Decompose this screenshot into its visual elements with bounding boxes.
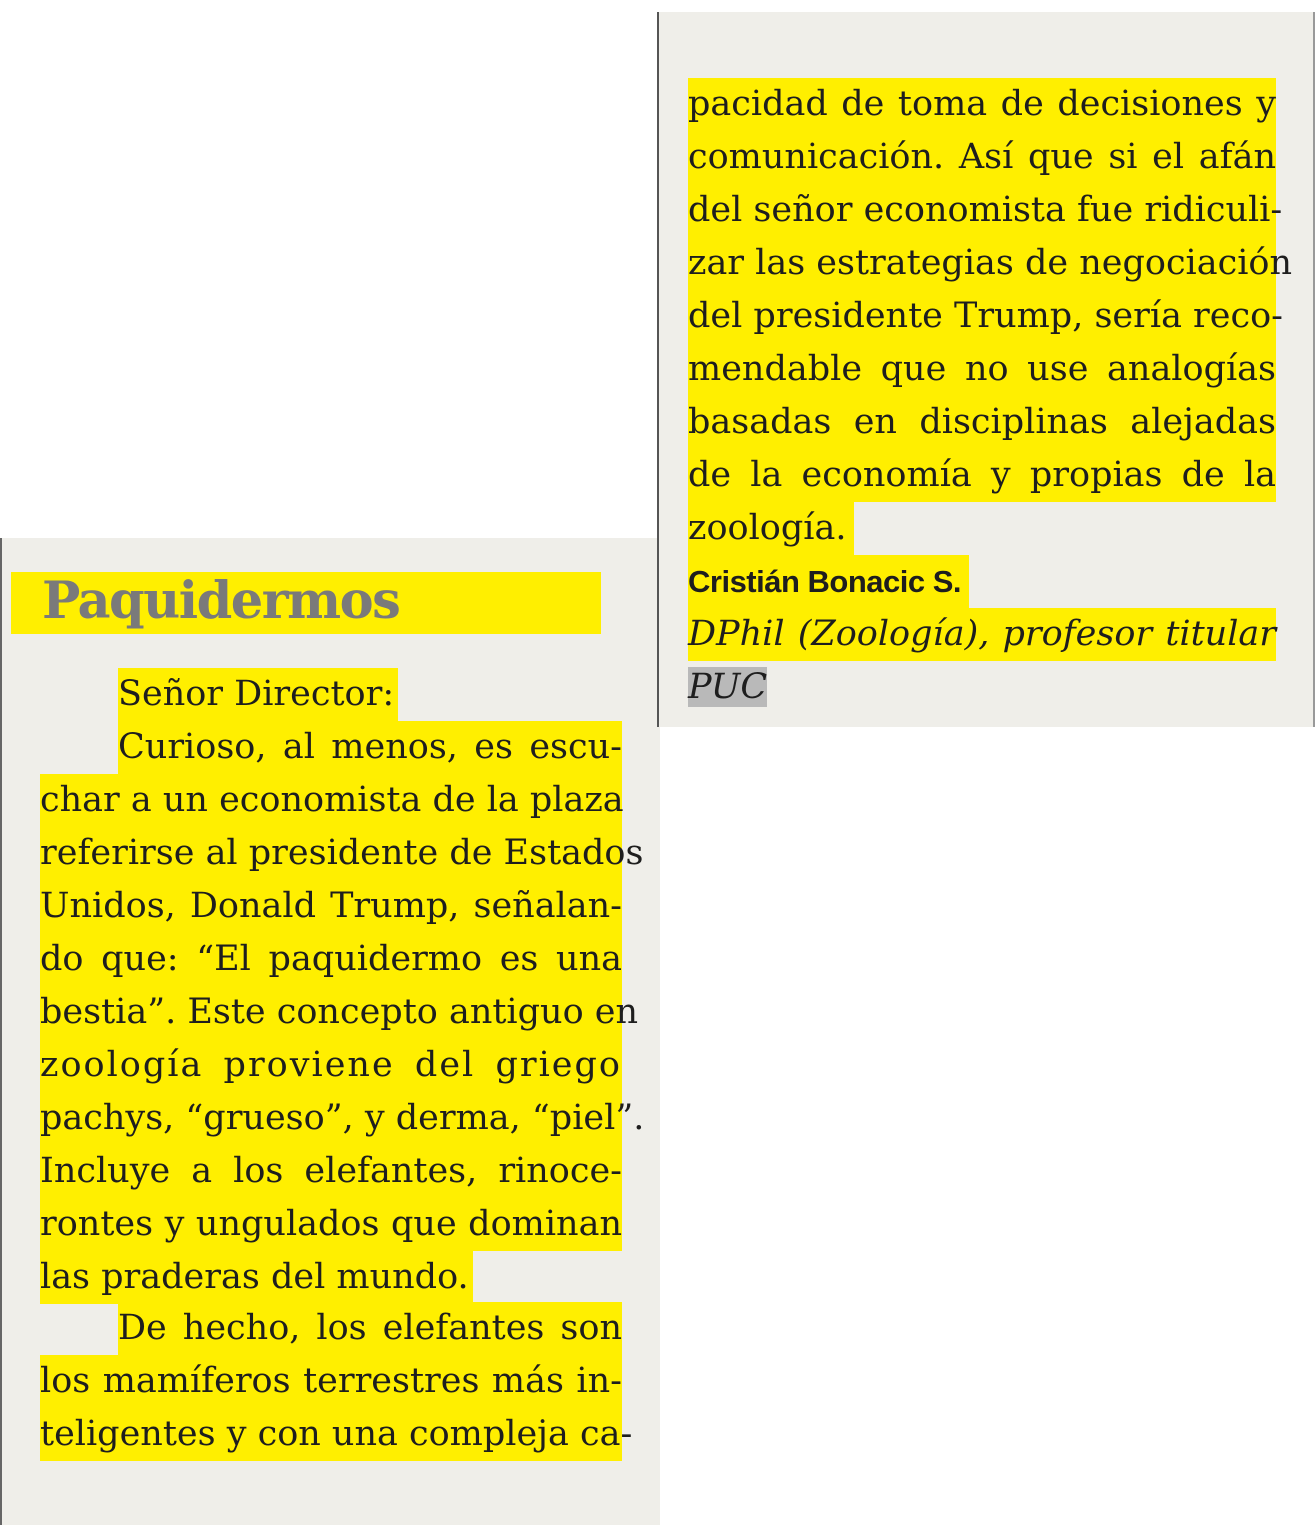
clipping-top-edge: [655, 0, 1315, 12]
p1-line-10: rontes y ungulados que dominan: [40, 1198, 622, 1251]
p1-line-11-wrap: [40, 1251, 622, 1304]
salutation: Señor Director:: [118, 668, 398, 721]
p2-line-1: De hecho, los elefantes son: [118, 1302, 622, 1355]
p1-line-11: las praderas del mundo.: [40, 1251, 473, 1304]
p2r-line-3: del señor economista fue ridiculi-: [688, 184, 1276, 237]
p1-line-6: bestia”. Este concepto antiguo en: [40, 986, 622, 1039]
signature-title-2-wrap: [688, 661, 1276, 714]
p1-line-1: Curioso, al menos, es escu-: [118, 721, 622, 774]
p1-line-9: Incluye a los elefantes, rinoce-: [40, 1145, 622, 1198]
p1-line-2: char a un economista de la plaza: [40, 774, 622, 827]
p2r-line-4: zar las estrategias de negociación: [688, 237, 1276, 290]
signature-title-1: DPhil (Zoología), profesor titular: [688, 608, 1276, 661]
p2r-line-7: basadas en disciplinas alejadas: [688, 396, 1276, 449]
p2r-line-6: mendable que no use analogías: [688, 343, 1276, 396]
signature-line: [688, 555, 1276, 608]
p1-line-3: referirse al presidente de Estados: [40, 827, 622, 880]
p2r-line-2: comunicación. Así que si el afán: [688, 131, 1276, 184]
p2r-line-8: de la economía y propias de la: [688, 449, 1276, 502]
p2r-line-1: pacidad de toma de decisiones y: [688, 78, 1276, 131]
p2r-line-9: zoología.: [688, 502, 854, 555]
signature-name: Cristián Bonacic S.: [688, 555, 969, 608]
p1-line-8: pachys, “grueso”, y derma, “piel”.: [40, 1092, 622, 1145]
p1-line-5: do que: “El paquidermo es una: [40, 933, 622, 986]
letter-headline: Paquidermos: [42, 571, 400, 631]
p1-line-4: Unidos, Donald Trump, señalan-: [40, 880, 622, 933]
p1-line-7: zoología proviene del griego: [40, 1039, 622, 1092]
p2-line-2: los mamíferos terrestres más in-: [40, 1355, 622, 1408]
p2r-line-9-wrap: [688, 502, 1276, 555]
salutation-line: [118, 668, 622, 721]
p2r-line-5: del presidente Trump, sería reco-: [688, 290, 1276, 343]
p2-line-3: teligentes y con una compleja ca-: [40, 1408, 622, 1461]
signature-title-2: PUC: [688, 667, 768, 707]
